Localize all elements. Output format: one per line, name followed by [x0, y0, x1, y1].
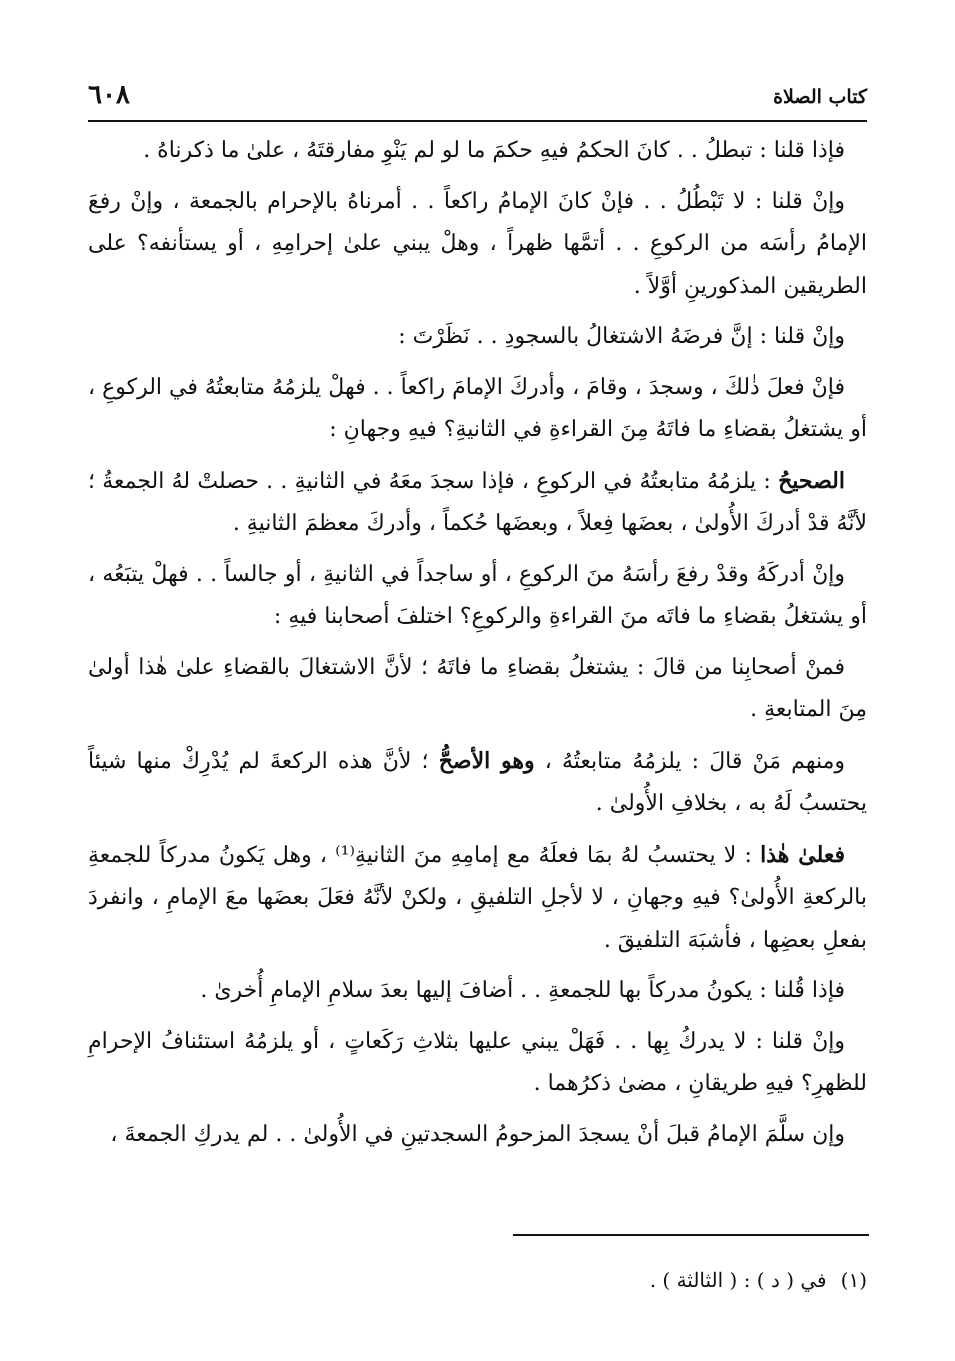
footnote [650, 1268, 867, 1292]
paragraph: ومنهم مَنْ قالَ : يلزمُهُ متابعتُهُ ، وهو الأصحُّ ؛ لأنَّ هذه الركعةَ لم يُدْرِكْ منها شيئاً يحتسبُ لَهُ به ، بخلافِ الأُولىٰ . [88, 747, 867, 816]
paragraph: وإن سلَّمَ الإمامُ قبلَ أنْ يسجدَ المزحومُ السجدتينِ في الأُولىٰ . . لم يدركِ الجمعةَ ، [110, 1121, 845, 1147]
paragraph: وإنْ أدركَهُ وقدْ رفعَ رأسَهُ منَ الركوعِ ، أو ساجداً في الثانيةِ ، أو جالساً . . فهلْ يتبَعُه ، أو يشتغلُ بقضاءِ ما فاتَه منَ القراءةِ والركوعِ؟ اختلفَ أصحابنا فيهِ : [88, 561, 867, 629]
paragraph: فعلىٰ هٰذا : لا يحتسبُ لهُ بمَا فعلَهُ مع إمامِهِ منَ الثانيةِ⁽¹⁾ ، وهل يَكونُ مدركاً للجمعةِ بالركعةِ الأُولىٰ؟ فيهِ وجهانِ ، لا لأجلِ التلفيقِ ، ولكنْ لأنَّهُ فعَلَ بعضَها معَ الإمامِ ، وانفردَ بفعلِ بعضِها ، فأشبَهَ التلفيقَ . [88, 841, 867, 953]
footnote-text: في ( د ) : ( الثالثة ) . [649, 1268, 827, 1292]
paragraph: فإذا قُلنا : يكونُ مدركاً بها للجمعةِ . . أضافَ إليها بعدَ سلامِ الإمامِ أُخرىٰ . [200, 978, 845, 1003]
paragraph: فمنْ أصحابِنا من قالَ : يشتغلُ بقضاءِ ما فاتَهُ ؛ لأنَّ الاشتغالَ بالقضاءِ علىٰ هٰذا أولىٰ مِنَ المتابعةِ . [88, 654, 867, 722]
paragraph: وإنْ قلنا : لا تَبْطُلُ . . فإنْ كانَ الإمامُ راكعاً . . أمرناهُ بالإحرام بالجمعة ، وإنْ رفعَ الإمامُ رأسَه من الركوعِ . . أتمَّها ظهراً ، وهلْ يبني علىٰ إحرامِهِ ، أو يستأنفه؟ على الطريقين المذكورينِ أوَّلاً . [88, 188, 867, 299]
paragraph: وإنْ قلنا : لا يدركُ بِها . . فَهَلْ يبني عليها بثلاثِ رَكَعاتٍ ، أو يلزمُهُ استئنافُ الإحرامِ للظهرِ؟ فيهِ طريقانِ ، مضىٰ ذكرُهما . [88, 1028, 867, 1096]
paragraph: فإذا قلنا : تبطلُ . . كانَ الحكمُ فيهِ حكمَ ما لو لم يَنْوِ مفارقتَهُ ، علىٰ ما ذكرناهُ . [143, 138, 845, 163]
running-title: كتاب الصلاة [773, 86, 867, 108]
bold-term: فعلىٰ هٰذا [760, 841, 845, 868]
footnote-divider [513, 1234, 869, 1236]
page-header [88, 80, 867, 118]
paragraph: فإنْ فعلَ ذٰلكَ ، وسجدَ ، وقامَ ، وأدركَ الإمامَ راكعاً . . فهلْ يلزمُهُ متابعتُهُ في الركوعِ ، أو يشتغلُ بقضاءِ ما فاتَهُ مِنَ القراءةِ في الثانيةِ؟ فيهِ وجهانِ : [88, 374, 867, 442]
paragraph: الصحيحُ : يلزمُهُ متابعتُهُ في الركوعِ ، فإذا سجدَ معَهُ في الثانيةِ . . حصلتْ لهُ الجمعةُ ؛ لأنَّهُ قدْ أدركَ الأُولىٰ ، بعضَها فِعلاً ، وبعضَها حُكماً ، وأدركَ معظمَ الثانيةِ . [88, 467, 867, 536]
bold-term: وهو الأصحُّ [438, 747, 535, 774]
paragraph: وإنْ قلنا : إنَّ فرضَهُ الاشتغالُ بالسجودِ . . نَظَرْتَ : [398, 324, 845, 349]
page-number: ٦٠٨ [88, 80, 130, 110]
bold-term: الصحيحُ [778, 467, 845, 494]
main-text [88, 130, 867, 1164]
footnote-number: (١) [840, 1268, 867, 1292]
header-divider [88, 120, 867, 122]
